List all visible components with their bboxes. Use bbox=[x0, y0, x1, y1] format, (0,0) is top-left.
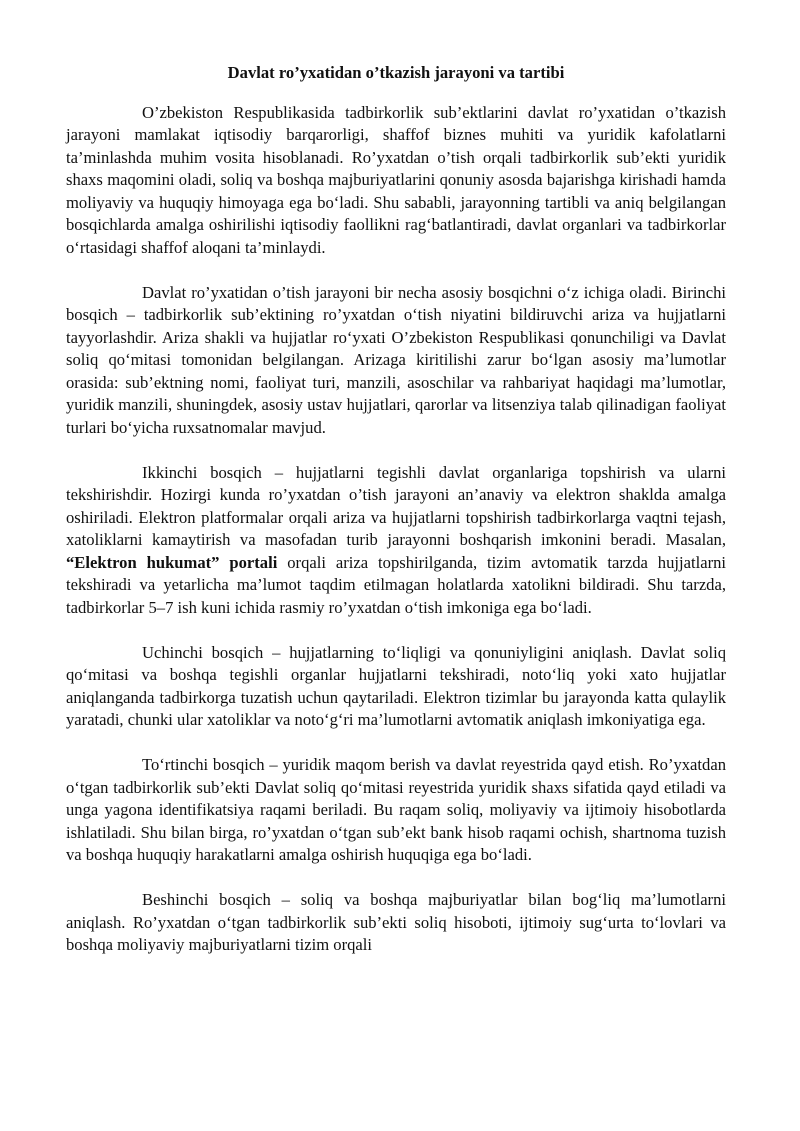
e-government-portal-emphasis: “Elektron hukumat” portali bbox=[66, 552, 278, 572]
paragraph-stage-five: Beshinchi bosqich – soliq va boshqa majburiyatlar bilan bog‘liq ma’lumotlarni aniqlash. Ro’yxatdan o‘tgan tadbirkorlik sub’ekti soliq hisoboti, ijtimoiy sug‘urta to‘lovlari va boshqa moliyaviy majburiyatlarni tizim orqali bbox=[66, 890, 726, 954]
paragraph-introduction: O’zbekiston Respublikasida tadbirkorlik sub’ektlarini davlat ro’yxatidan o’tkazish jarayoni mamlakat iqtisodiy barqarorligi, shaffof biznes muhiti va yuridik kafolatlarni ta’minlashda muhim vosita hisoblanadi. Ro’yxatdan o’tish orqali tadbirkorlik sub’ekti yuridik shaxs maqomini oladi, soliq va boshqa majburiyatlarini qonuniy asosda bajarishga kirishadi hamda moliyaviy va huquqiy himoyaga ega bo‘ladi. Shu sababli, jarayonning tartibli va aniq belgilangan bosqichlarda amalga oshirilishi iqtisodiy faollikni rag‘batlantiradi, davlat organlari va tadbirkorlar o‘rtasidagi shaffof aloqani ta’minlaydi. bbox=[66, 102, 726, 257]
paragraph-stage-one: Davlat ro’yxatidan o’tish jarayoni bir necha asosiy bosqichni o‘z ichiga oladi. Birinchi bosqich – tadbirkorlik sub’ektining ro’yxatdan o‘tish niyatini bildiruvchi ariza va hujjatlarni tayyorlashdir. Ariza shakli va hujjatlar ro‘yxati O’zbekiston Respublikasi qonunchiligi va Davlat soliq qo‘mitasi tomonidan belgilangan. Arizaga kiritilishi zarur bo‘lgan asosiy ma’lumotlar orasida: sub’ektning nomi, faoliyat turi, manzili, asoschilar va rahbariyat haqidagi ma’lumotlar, yuridik manzili, shuningdek, asosiy ustav hujjatlari, qarorlar va litsenziya talab qilinadigan faoliyat turlari bo‘yicha ruxsatnomalar mavjud. bbox=[66, 282, 726, 437]
paragraph-stage-two-text-before: Ikkinchi bosqich – hujjatlarni tegishli davlat organlariga topshirish va ularni tekshirishdir. Hozirgi kunda ro’yxatdan o’tish jarayoni an’anaviy va elektron shaklda amalga oshiriladi. Elektron platformalar orqali ariza va hujjatlarni topshirish tadbirkorlarga vaqtni tejash, xatoliklarni kamaytirish va masofadan turib jarayonni boshqarish imkonini beradi. Masalan, bbox=[66, 462, 726, 549]
paragraph-stage-two bbox=[66, 462, 726, 620]
paragraph-stage-four: To‘rtinchi bosqich – yuridik maqom berish va davlat reyestrida qayd etish. Ro’yxatdan o‘tgan tadbirkorlik sub’ekti Davlat soliq qo‘mitasi reyestrida yuridik shaxs sifatida qayd etiladi va unga yagona identifikatsiya raqami beriladi. Bu raqam soliq, moliyaviy va ijtimoiy hisobotlarda ishlatiladi. Shu bilan birga, ro’yxatdan o‘tgan sub’ekt bank hisob raqami ochish, shartnoma tuzish va boshqa huquqiy harakatlarni amalga oshirish huquqiga ega bo‘ladi. bbox=[66, 755, 726, 864]
paragraph-stage-two-text-after: orqali ariza topshirilganda, tizim avtomatik tarzda hujjatlarni tekshiradi va yetarlicha ma’lumot taqdim etilmagan holatlarda xatolikni bildiradi. Shu tarzda, tadbirkorlar 5–7 ish kuni ichida rasmiy ro’yxatdan o‘tish imkoniga ega bo‘ladi. bbox=[66, 552, 726, 617]
document-title: Davlat ro’yxatidan o’tkazish jarayoni va tartibi bbox=[227, 63, 565, 82]
document-body bbox=[66, 62, 726, 957]
paragraph-stage-three: Uchinchi bosqich – hujjatlarning to‘liqligi va qonuniyligini aniqlash. Davlat soliq qo‘mitasi va boshqa tegishli organlar hujjatlarni tekshiradi, noto‘liq yoki xato hujjatlar aniqlanganda tadbirkorga tuzatish uchun qaytariladi. Elektron tizimlar bu jarayonda katta qulaylik yaratadi, chunki ular xatoliklar va noto‘g‘ri ma’lumotlarni avtomatik aniqlash imkoniyatiga ega. bbox=[66, 642, 726, 729]
